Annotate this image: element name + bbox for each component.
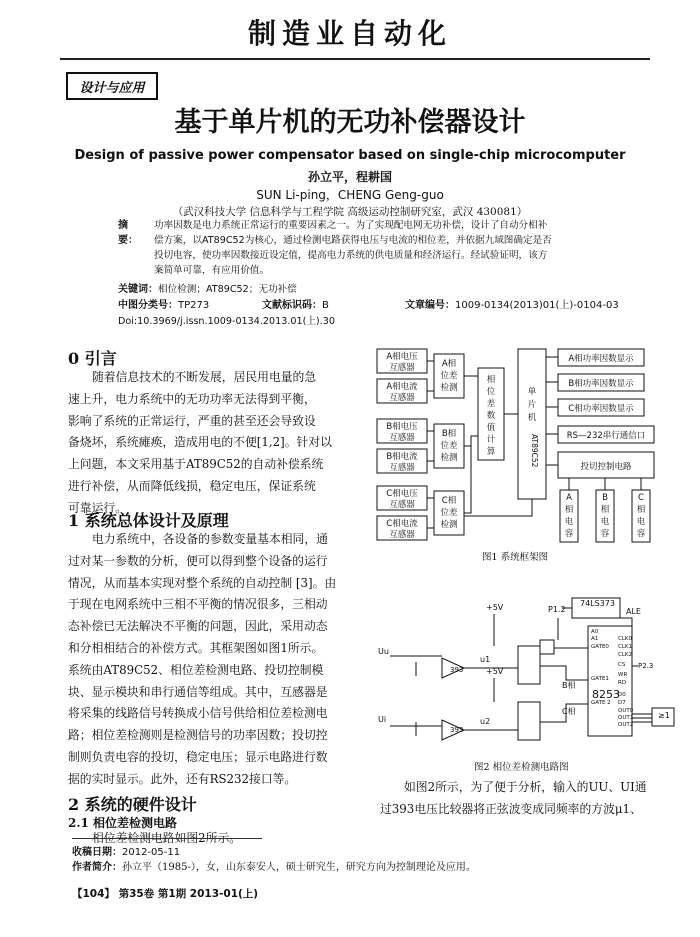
doc-code-value: B bbox=[322, 300, 329, 311]
paragraph-line: 进行补偿，从而降低线损，稳定电压，保证系统 bbox=[68, 478, 316, 493]
paragraph-line: 过对某一参数的分析，便可以得到整个设备的运行 bbox=[68, 553, 328, 568]
authors-cn: 孙立平，程耕国 bbox=[307, 170, 392, 184]
a-current-label-2: 互感器 bbox=[389, 393, 415, 403]
right-column-text bbox=[380, 777, 680, 821]
paragraph-line: 过393电压比较器将正弦波变成同频率的方波μ1、 bbox=[380, 801, 642, 816]
clc bbox=[118, 298, 209, 313]
author-bio bbox=[72, 858, 476, 873]
pin-label: RD bbox=[618, 680, 627, 686]
a-det-label: A相 bbox=[441, 359, 457, 369]
pin-label: GATE 2 bbox=[591, 700, 611, 706]
doc-code-label: 文献标识码： bbox=[262, 300, 322, 311]
received-label: 收稿日期： bbox=[72, 847, 122, 858]
keywords bbox=[118, 282, 297, 297]
u1-label: u1 bbox=[480, 655, 491, 664]
paragraph-line: 情况，从而基本实现对整个系统的自动控制 [3]。由 bbox=[68, 575, 337, 590]
comp-label-2: 393 bbox=[450, 726, 464, 734]
paragraph-line: 将采集的线路信号转换成小信号供给相位差检测电 bbox=[68, 706, 328, 721]
pin-label: A1 bbox=[591, 636, 599, 642]
cap-b-char: 电 bbox=[600, 517, 610, 527]
figure-2-caption: 图2 相位差检测电路图 bbox=[474, 762, 569, 773]
b-pf-display-label: B相功率因数显示 bbox=[568, 379, 634, 389]
bio-label: 作者简介： bbox=[72, 862, 122, 873]
a-current-label: A相电流 bbox=[386, 382, 418, 392]
section-0-heading: 0 引言 bbox=[68, 349, 117, 368]
mcu-char: 机 bbox=[527, 413, 537, 423]
vcc-label-2: +5V bbox=[486, 667, 504, 676]
section-2-heading: 2 系统的硬件设计 bbox=[68, 795, 197, 814]
b-det-label-3: 检测 bbox=[440, 453, 458, 463]
paragraph-line: 可靠运行。 bbox=[68, 500, 127, 515]
doi: Doi:10.3969/j.issn.1009-0134.2013.01(上).30 bbox=[118, 316, 335, 327]
mcu-char: 单 bbox=[527, 387, 537, 397]
a-voltage-label: A相电压 bbox=[386, 352, 418, 362]
paragraph-line: 和分相相结合的补偿方式。其框架图如图1所示。 bbox=[68, 640, 324, 655]
paragraph-line: 影响了系统的正常运行，严重的甚至还会导致设 bbox=[68, 413, 316, 428]
mcu-char: 片 bbox=[527, 400, 537, 410]
paragraph-line: 制则负责电容的投切，稳定电压；显示电路进行数 bbox=[68, 749, 328, 764]
p23-label: P2.3 bbox=[638, 662, 654, 670]
c-current-label: C相电流 bbox=[386, 519, 418, 529]
paragraph-line: 如图2所示，为了便于分析，输入的UU、UI通 bbox=[404, 780, 647, 794]
pin-label: CLK0 bbox=[618, 636, 633, 642]
a-det-label-3: 检测 bbox=[440, 383, 458, 393]
c-det-label-2: 位差 bbox=[440, 508, 458, 518]
journal-masthead: 制造业自动化 bbox=[247, 17, 452, 50]
article-number-label: 文章编号： bbox=[405, 300, 455, 311]
article-number-value: 1009-0134(2013)01(上)-0104-03 bbox=[455, 300, 619, 311]
section-2-1-body: 相位差检测电路如图2所示。 bbox=[92, 831, 242, 845]
paragraph-line: 速上升，电力系统中的无功功率无法得到平衡， bbox=[68, 391, 316, 406]
paragraph-line: 态补偿已无法解决不平衡的问题，因此，采用动态 bbox=[68, 619, 328, 634]
pin-label: OUT0 bbox=[618, 708, 634, 714]
pin-label: GATE0 bbox=[591, 644, 609, 650]
paper-title-en: Design of passive power compensator based on single-chip microcomputer bbox=[74, 148, 626, 163]
p12-label: P1.2 bbox=[548, 605, 566, 614]
c-phase-label: C相 bbox=[562, 707, 576, 716]
switch-control-label: 投切控制电路 bbox=[580, 462, 632, 472]
ge1-label: ≥1 bbox=[658, 711, 670, 720]
paragraph-line: 块、显示模块和串行通信等组成。其中，互感器是 bbox=[68, 684, 328, 699]
calc-char: 值 bbox=[486, 423, 496, 433]
cap-b-char: 容 bbox=[600, 529, 610, 539]
rs232-label: RS—232串行通信口 bbox=[566, 431, 646, 441]
cap-c-char: 相 bbox=[636, 505, 646, 515]
paragraph-line: 备烧坏，系统瘫痪，造成用电的不便[1,2]。针对以 bbox=[68, 435, 332, 450]
pin-label: CLK2 bbox=[618, 652, 633, 658]
cap-c-char: 容 bbox=[636, 529, 646, 539]
chip-label: 8253 bbox=[592, 688, 620, 701]
received-value: 2012-05-11 bbox=[122, 847, 181, 858]
paragraph-line: 据的实时显示。此外，还有RS232接口等。 bbox=[68, 771, 297, 786]
pin-label: A0 bbox=[591, 629, 599, 635]
cap-a-char: 电 bbox=[564, 517, 574, 527]
authors-en: SUN Li-ping，CHENG Geng-guo bbox=[256, 188, 444, 202]
figure-2 bbox=[376, 596, 676, 756]
paragraph-line: 电力系统中，各设备的参数变量基本相同，通 bbox=[92, 532, 328, 546]
a-pf-display-label: A相功率因数显示 bbox=[568, 354, 634, 364]
c-pf-display-label: C相功率因数显示 bbox=[568, 404, 634, 414]
abstract-line: 案简单可靠，有应用价值。 bbox=[154, 265, 270, 276]
u2-label: u2 bbox=[480, 717, 491, 726]
cap-c-char: C bbox=[638, 493, 644, 503]
bio-value: 孙立平（1985-），女，山东泰安人，硕士研究生，研究方向为控制理论及应用。 bbox=[122, 862, 476, 873]
paragraph-line: 上问题，本文采用基于AT89C52的自动补偿系统 bbox=[68, 457, 324, 472]
c-det-label-3: 检测 bbox=[440, 520, 458, 530]
b-phase-label: B相 bbox=[562, 681, 576, 690]
pin-label: D7 bbox=[618, 700, 626, 706]
paragraph-line: 于现在电网系统中三相不平衡的情况很多，三相动 bbox=[68, 597, 328, 612]
abstract-line: 投切电容，使功率因数接近设定值，提高电力系统的供电质量和经济运行。经试验证明，该方 bbox=[154, 250, 548, 261]
ls373-label: 74LS373 bbox=[580, 599, 615, 608]
calc-char: 差 bbox=[486, 399, 496, 409]
section-1-body bbox=[68, 529, 350, 791]
clc-label: 中图分类号： bbox=[118, 300, 178, 311]
c-voltage-label-2: 互感器 bbox=[389, 500, 415, 510]
keywords-label: 关键词： bbox=[118, 284, 158, 295]
a-det-label-2: 位差 bbox=[440, 371, 458, 381]
masthead-rule bbox=[60, 58, 650, 60]
abstract-line: 功率因数是电力系统正常运行的重要因素之一。为了实现配电网无功补偿，设计了自动分相补 bbox=[154, 220, 548, 231]
paragraph-line: 随着信息技术的不断发展，居民用电量的急 bbox=[92, 370, 317, 384]
c-voltage-label: C相电压 bbox=[386, 489, 418, 499]
section-0-body bbox=[68, 367, 350, 520]
b-voltage-label: B相电压 bbox=[386, 422, 418, 432]
cap-a-char: 容 bbox=[564, 529, 574, 539]
section-2-1-heading: 2.1 相位差检测电路 bbox=[68, 816, 178, 830]
pin-label: OUT2 bbox=[618, 722, 634, 728]
b-current-label: B相电流 bbox=[386, 452, 418, 462]
calc-char: 位 bbox=[486, 387, 496, 397]
pin-label: GATE1 bbox=[591, 676, 609, 682]
footnote-rule bbox=[72, 838, 262, 839]
cap-a-char: 相 bbox=[564, 505, 574, 515]
received-date bbox=[72, 843, 180, 858]
abstract-label: 摘 要： bbox=[118, 220, 138, 246]
calc-char: 数 bbox=[486, 411, 496, 421]
section-1-heading: 1 系统总体设计及原理 bbox=[68, 511, 229, 530]
paragraph-line: 路；相位差检测则是检测信号的功率因数；投切控 bbox=[68, 728, 328, 743]
section-badge: 设计与应用 bbox=[66, 72, 158, 100]
pin-label: WR bbox=[618, 672, 628, 678]
cap-c-char: 电 bbox=[636, 517, 646, 527]
uu-label: Uu bbox=[378, 647, 389, 656]
pin-label: CS bbox=[618, 662, 626, 668]
a-voltage-label-2: 互感器 bbox=[389, 363, 415, 373]
b-voltage-label-2: 互感器 bbox=[389, 433, 415, 443]
doc-code bbox=[262, 298, 329, 313]
pin-label: D0 bbox=[618, 692, 626, 698]
cap-b-char: 相 bbox=[600, 505, 610, 515]
article-number bbox=[405, 298, 619, 313]
cap-b-char: B bbox=[602, 493, 608, 503]
abstract-line: 偿方案，以AT89C52为核心，通过检测电路获得电压与电流的相位差，并依据九域图确定是否 bbox=[154, 235, 552, 246]
figure-1-caption: 图1 系统框架图 bbox=[482, 552, 549, 563]
abstract bbox=[118, 218, 608, 278]
paper-title: 基于单片机的无功补偿器设计 bbox=[174, 107, 526, 138]
b-det-label-2: 位差 bbox=[440, 441, 458, 451]
vcc-label: +5V bbox=[486, 603, 504, 612]
calc-char: 计 bbox=[486, 435, 496, 445]
c-det-label: C相 bbox=[441, 496, 457, 506]
pin-label: OUT1 bbox=[618, 715, 634, 721]
comp-label: 393 bbox=[450, 666, 464, 674]
mcu-model: AT89C52 bbox=[530, 434, 539, 468]
page-footer: 【104】 第35卷 第1期 2013-01(上) bbox=[72, 888, 259, 900]
keywords-value: 相位检测；AT89C52；无功补偿 bbox=[158, 284, 297, 295]
c-current-label-2: 互感器 bbox=[389, 530, 415, 540]
mcu-box bbox=[518, 349, 546, 499]
paragraph-line: 系统由AT89C52、相位差检测电路、投切控制模 bbox=[68, 662, 324, 677]
clc-value: TP273 bbox=[178, 300, 210, 311]
ui-label: Ui bbox=[378, 715, 387, 724]
figure-1 bbox=[372, 346, 672, 546]
pin-label: CLK1 bbox=[618, 644, 633, 650]
calc-char: 相 bbox=[486, 375, 496, 385]
ale-label: ALE bbox=[626, 607, 641, 616]
b-current-label-2: 互感器 bbox=[389, 463, 415, 473]
calc-char: 算 bbox=[486, 447, 496, 457]
cap-a-char: A bbox=[566, 493, 572, 503]
affiliation: （武汉科技大学 信息科学与工程学院 高级运动控制研究室，武汉 430081） bbox=[172, 206, 528, 218]
b-det-label: B相 bbox=[441, 429, 457, 439]
